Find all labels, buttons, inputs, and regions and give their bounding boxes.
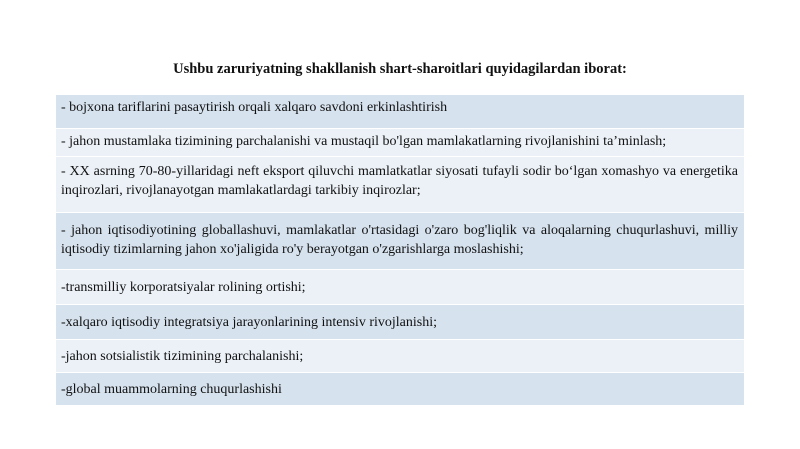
table-row: - bojxona tariflarini pasaytirish orqali xalqaro savdoni erkinlashtirish — [56, 95, 744, 129]
table-row: - jahon mustamlaka tizimining parchalanishi va mustaqil bo'lgan mamlakatlarning rivojlanishini ta’minlash; — [56, 129, 744, 157]
table-row: - XX asrning 70-80-yillaridagi neft eksport qiluvchi mamlatkatlar siyosati tufayli sodir bo‘lgan xomashyo va energetika inqirozlari, rivojlanayotgan mamlakatlardagi tarkibiy inqirozlar; — [56, 157, 744, 213]
slide-title: Ushbu zaruriyatning shakllanish shart-sharoitlari quyidagilardan iborat: — [173, 61, 627, 77]
table-row: -xalqaro iqtisodiy integratsiya jarayonlarining intensiv rivojlanishi; — [56, 305, 744, 340]
table-row: -global muammolarning chuqurlashishi — [56, 373, 744, 406]
conditions-table — [56, 95, 744, 406]
table-row: -transmilliy korporatsiyalar rolining ortishi; — [56, 270, 744, 305]
table-row: -jahon sotsialistik tizimining parchalanishi; — [56, 340, 744, 373]
table-row: - jahon iqtisodiyotining globallashuvi, mamlakatlar o'rtasidagi o'zaro bog'liqlik va aloqalarning chuqurlashuvi, milliy iqtisodiy tizimlarning jahon xo'jaligida ro'y berayotgan o'zgarishlarga moslashishi; — [56, 213, 744, 270]
